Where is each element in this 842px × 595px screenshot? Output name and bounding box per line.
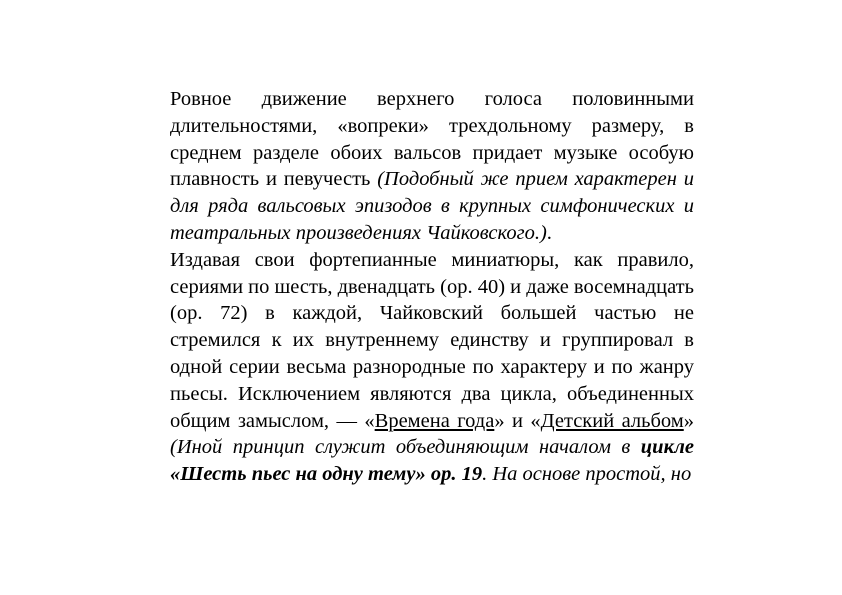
quote-open: «: [364, 409, 375, 432]
italic-note-start: (Иной принцип служит объединяющим началом в: [170, 436, 641, 459]
italic-note-end: . На основе простой, но: [482, 463, 692, 486]
paragraph-text: Ровное движение верхнего голоса половинными длительностями, «вопреки» трехдольному размеру, в среднем разделе обоих вальсов придает музыке особую плавность и певучесть: [170, 88, 694, 191]
conjunction: и: [504, 409, 531, 432]
link-vremena-goda[interactable]: Времена года: [374, 409, 495, 432]
quote-close: »: [683, 409, 694, 432]
bold-italic-cycle-title: цикле «Шесть пьес на одну тему» ор. 19: [170, 436, 694, 486]
paragraph-waltz-motion: [170, 86, 694, 247]
paragraph-text: Издавая свои фортепианные миниатюры, как правило, сериями по шесть, двенадцать (ор. 40) и даже восемнадцать (ор. 72) в каждой, Чайковский большей частью не стремился к их внутреннему единству и группировал в одной серии весьма разнородные по характеру и по жанру пьесы. Исключением являются два цикла, объединенных общим замыслом, —: [170, 248, 694, 432]
italic-note: (Подобный же прием характерен и для ряда вальсовых эпизодов в крупных симфонических и театральных произведениях Чайковского.): [170, 168, 695, 244]
link-detskiy-albom[interactable]: Детский альбом: [540, 409, 684, 432]
paragraph-miniatures: [170, 247, 694, 488]
quote-open: «: [530, 409, 541, 432]
body-text: [170, 86, 694, 488]
paragraph-end: .: [546, 221, 552, 244]
quote-close: »: [494, 409, 505, 432]
